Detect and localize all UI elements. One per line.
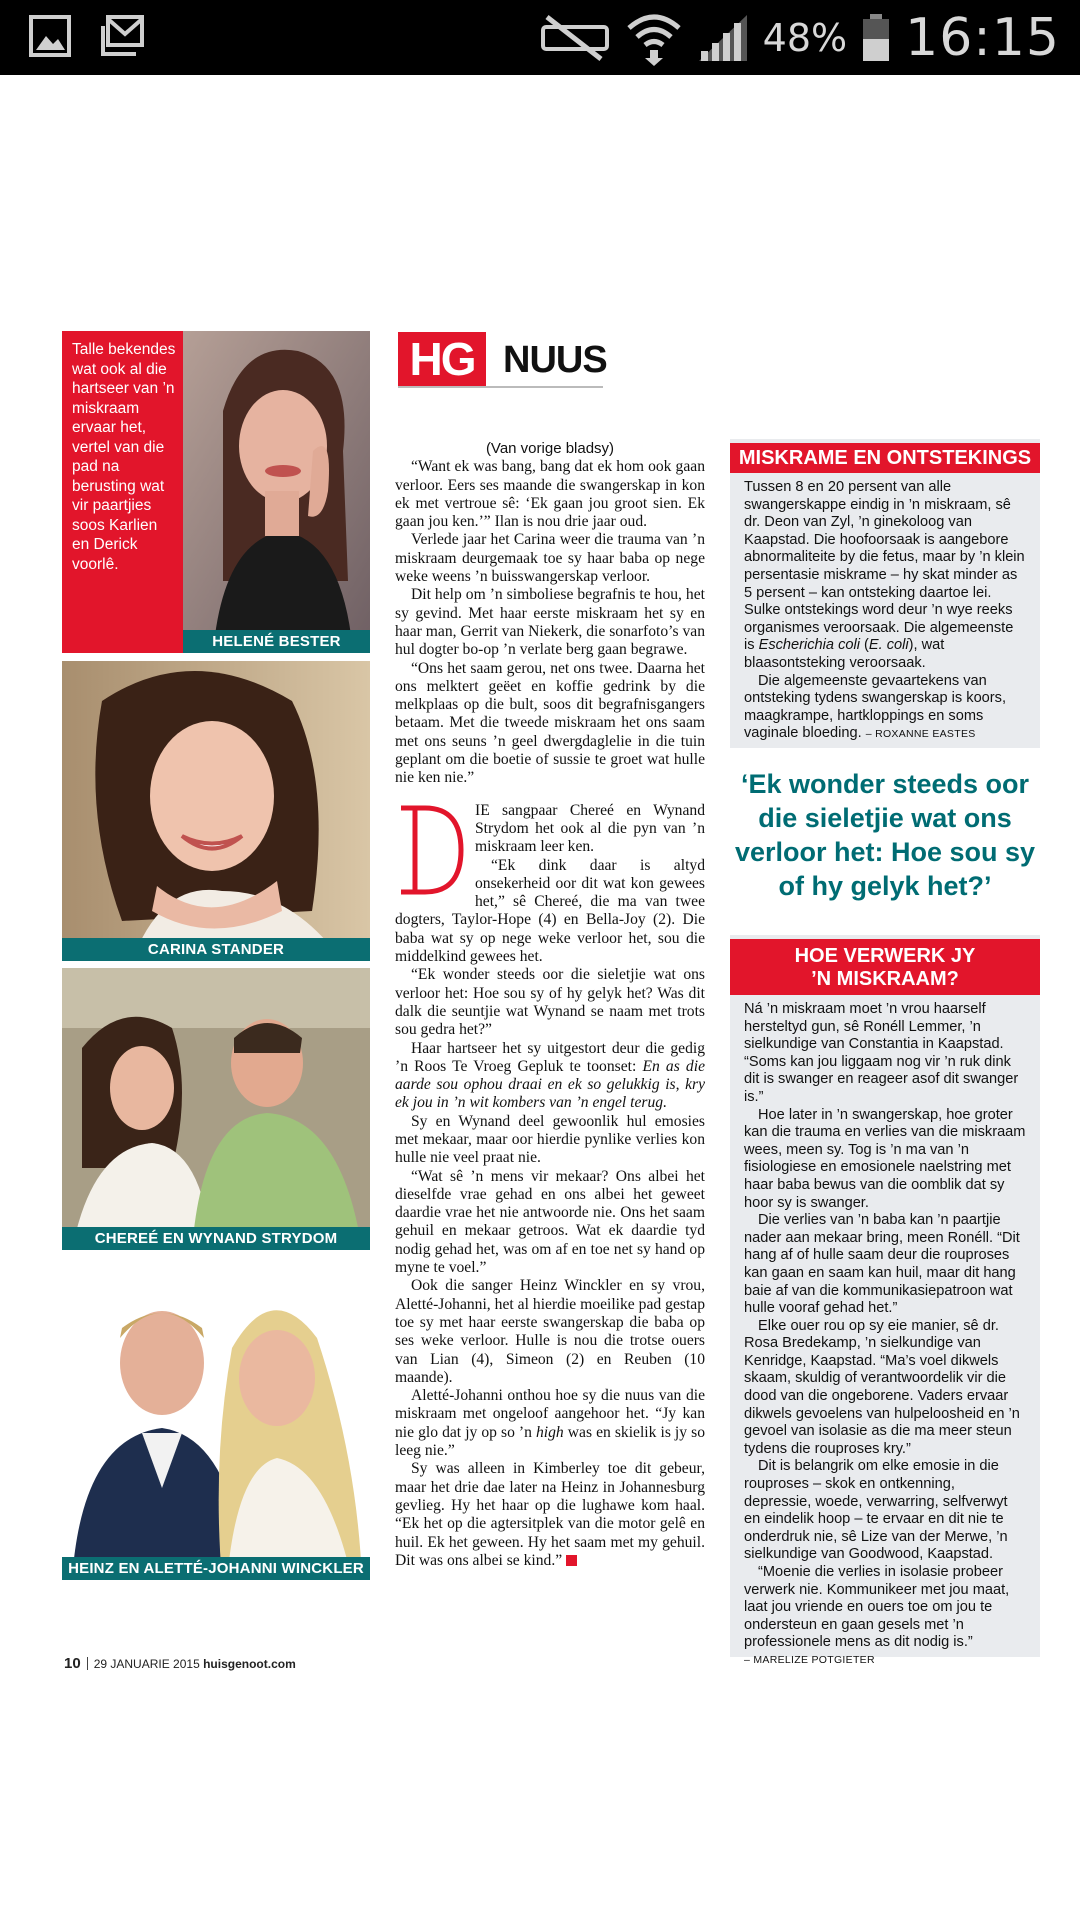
sidebar-box-miskrame [730,439,1040,748]
magazine-page [0,75,1080,1920]
article-text: Haar hartseer het sy uitgestort deur die gedig ’n Roos Te Vroeg Gepluk te toonset: [395,1039,705,1075]
article-text: was en skielik is jy so leeg nie.” [395,1423,705,1460]
sidebar-box-title [730,939,1040,995]
sidebar-box-body [730,995,1040,1678]
sidebar-italic: Escherichia coli [758,637,860,654]
section-title: NUUS [503,339,607,381]
article-paragraph [395,1460,705,1570]
article-paragraph-text: IE sangpaar Chereé en Wynand Strydom het ook al die pyn van ’n miskraam leer ken. [475,801,705,856]
photo-heinz-alette [62,1258,370,1580]
article-paragraph: Dit help om ’n simboliese begrafnis te hou, het sy gevind. Met haar eerste miskraam het sy en haar man, Gerrit van Niekerk, die sonarfoto’s van hul dogter bo-op ’n verlate berg gaan begrawe. [395,586,705,659]
caption-cheree-wynand: CHEREÉ EN WYNAND STRYDOM [62,1227,370,1250]
status-bar [0,0,1080,75]
article-paragraph: “Ek dink daar is altyd onsekerheid oor dit wat kon gewees het,” sê Chereé, die ma van twee dogters, Taylor-Hope (4) en Bella-Joy (2). Die baba wat sy op nege weke verloor het, sou die middelkind gewees het. [395,856,705,966]
portrait-helene [183,331,370,653]
article-paragraph: “Ons het saam gerou, net ons twee. Daarna het ons melktert geëet en koffie gedrink by die melkplaas op die bult, soos dit begrafnisgangers betaam. Met die tweede miskraam het ons saam met ons seuns ’n geel dwergdaglelie in die tuin geplant om die boetie of sussie te groet wat hulle nie ken nie.” [395,659,705,787]
sidebar-paragraph: Hoe later in ’n swangerskap, hoe groter kan die trauma en verlies van die miskraam wees, meen sy. Tog is ’n ma van ’n fisiologiese en emosionele naelstring met haar baba bewus van die oomblik dat sy hoor sy is swanger. [744,1106,1026,1211]
sidebar-paragraph: Dit is belangrik om elke emosie in die rouproses – skok en ontkenning, depressie, woede, verwarring, selfverwyt en eindelik hoop – te ervaar en dit nie te onderdruk nie, sê Lize van der Merwe, ’n sielkundige van Goodwood, Kaapstad. [744,1458,1008,1563]
main-article [395,440,705,1570]
portrait-carina [62,661,370,961]
hg-logo: HG [398,332,486,386]
header-rule [398,386,603,388]
battery-icon [861,13,891,63]
sidebar-title-line: ’N MISKRAAM? [811,968,959,990]
poem-quote: En as die aarde sou ophou draai en ek so gelukkig is, kry ek jou in ’n wit kombers van ’n engel terug. [395,1057,705,1112]
sidebar-paragraph: Elke ouer rou op sy eie manier, sê dr. Rosa Bredekamp, ’n sielkundige van Kenridge, Kaapstad. “Ma’s voel dikwels skaam, skuldig of verantwoordelik vir die dood van die ongeborene. Vaders ervaar dikwels gevoelens van hulpeloosheid en ’n gevoel van isolasie as die ma meer steun tydens die rouproses kry.” [744,1317,1020,1457]
website: huisgenoot.com [203,1657,296,1671]
end-mark [566,1555,577,1566]
portrait-heinz-alette [62,1258,370,1580]
page-number: 10 [64,1655,81,1672]
sidebar-italic: E. coli [868,637,909,654]
caption-carina-stander: CARINA STANDER [62,938,370,961]
portrait-cheree-wynand [62,968,370,1250]
sidebar-paragraph [744,479,1026,673]
sidebar-paragraph [744,673,1026,744]
article-italic: high [535,1423,564,1441]
article-paragraph [395,1040,705,1113]
sidebar-text: ( [859,637,869,654]
photo-carina-stander [62,661,370,961]
sidebar-text: Die algemeenste gevaartekens van ontsteking tydens swangerskap is koors, maagkrampe, hartkloppings en soms vaginale bloeding. [744,672,1007,742]
clock: 16:15 [905,8,1060,68]
photo-cheree-wynand [62,968,370,1250]
article-paragraph: “Ek wonder steeds oor die sieletjie wat ons verloor het: Hoe sou sy of hy gelyk het? Was dit dalk die seuntjie wat Wynand se naam met trots sou gedra het?” [395,966,705,1039]
sidebar-box-body [730,473,1040,752]
pull-quote: ‘Ek wonder steeds oor die sieletjie wat ons verloor het: Hoe sou sy of hy gelyk het?’ [734,769,1036,901]
sidebar-box-verwerk [730,935,1040,1666]
sidebar-paragraph: Ná ’n miskraam moet ’n vrou haarself hersteltyd gun, sê Ronéll Lemmer, ’n sielkundige van Constantia in Kaapstad. “Soms kan jou liggaam nog vir ’n ruk dink dit is swanger en reageer asof dit swanger is.” [744,1001,1019,1105]
article-paragraph: “Wat sê ’n mens vir mekaar? Ons albei het dieselfde vrae gehad en ons albei het geweet daardie vrae het nie antwoorde nie. Ons het saam gehuil en mekaar getroos. Wat ek daardie tyd nodig gehad het, was om af en toe net sy hand op myne te voel.” [395,1167,705,1277]
footer-divider [87,1657,88,1670]
email-icon [100,14,146,58]
caption-heinz-alette: HEINZ EN ALETTÉ-JOHANNI WINCKLER [62,1557,370,1580]
mute-icon [539,13,611,63]
sidebar-paragraph: “Moenie die verlies in isolasie probeer verwerk nie. Kommunikeer met jou maat, laat jou vriende en ouers toe om jou te ondersteun en gaan gesels met ’n professionele mens as dit nodig is.” [744,1564,1010,1651]
byline: – MARELIZE POTGIETER [744,1653,875,1666]
article-paragraph: “Want ek was bang, bang dat ek hom ook gaan verloor. Eers ses maande die swangerskap in kon ek met vertroue sê: ‘Ek gaan jou groot sien. Ek gaan jou ken.’” Ilan is nou drie jaar oud. [395,458,705,531]
byline: – ROXANNE EASTES [865,728,976,741]
article-paragraph: Sy en Wynand deel gewoonlik hul emosies met mekaar, maar oor hierdie pynlike verlies kon hulle nie veel praat nie. [395,1112,705,1167]
article-paragraph [395,1387,705,1460]
article-paragraph [395,802,705,857]
article-paragraph: Ook die sanger Heinz Winckler en sy vrou, Aletté-Johanni, het al hierdie moeilike pad gestap toe sy met haar eerste swangerskap die baba op ses weke verloor. Hulle is nou die trotse ouers van Lian (4), Simeon (2) en Reuben (10 maande). [395,1277,705,1386]
article-paragraph: Verlede jaar het Carina weer die trauma van ’n miskraam deurgemaak toe sy haar baba op nege weke weens ’n buisswangerskap verloor. [395,531,705,586]
signal-icon [697,13,749,63]
page-footer [64,1655,296,1672]
wifi-icon [625,10,683,66]
from-previous-page: (Van vorige bladsy) [485,440,615,457]
battery-percent: 48% [762,16,848,60]
intro-text: Talle bekendes wat ook al die hartseer van ’n miskraam ervaar het, vertel van die pad na berusting wat vir paartjies soos Karlien en Derick voorlê. [62,331,183,653]
sidebar-paragraph: Die verlies van ’n baba kan ’n paartjie nader aan mekaar bring, meen Ronéll. “Dit hang af of hulle saam deur die rouproses kan gaan en saam kan huil, maar dit hang baie af van die kommunikasiepatroon wat hulle vooraf gehad het.” [744,1212,1020,1317]
article-text: Aletté-Johanni onthou hoe sy die nuus van die miskraam met ongeloof aangehoor het. “Jy kan nie glo dat jy op so ’n [395,1387,705,1441]
photo-helene-bester [183,331,370,653]
sidebar-box-title: MISKRAME EN ONTSTEKINGS [730,443,1040,473]
gallery-icon [28,14,72,58]
issue-date: 29 JANUARIE 2015 [93,1657,200,1671]
article-text: Sy was alleen in Kimberley toe dit gebeur, maar het drie dae later na Heinz in Johannesburg gevlieg. Hy het haar op die lughawe kom haal. “Ek het op die agtersitplek van die motor gelê en huil. Ek het geween. Hy het saam met my gehuil. Dit was ons albei se kind.” [395,1460,705,1569]
sidebar-title-line: HOE VERWERK JY [794,945,976,967]
sidebar-text: ), wat blaasontsteking veroorsaak. [744,637,945,671]
caption-helene-bester: HELENÉ BESTER [183,630,370,653]
sidebar-text: Tussen 8 en 20 persent van alle swangerskappe eindig in ’n miskraam, sê dr. Deon van Zyl, ’n ginekoloog van Kaapstad. Die hoofoorsaak is aangebore abnormaliteite by die fetus, maar by ’n klein persentasie miskrame – hy skat minder as 5 persent – kan ontsteking daartoe lei. Sulke ontstekings word deur ’n wye reeks organismes veroorsaak. Die algemeenste is [744,479,1025,654]
drop-cap [395,804,467,896]
